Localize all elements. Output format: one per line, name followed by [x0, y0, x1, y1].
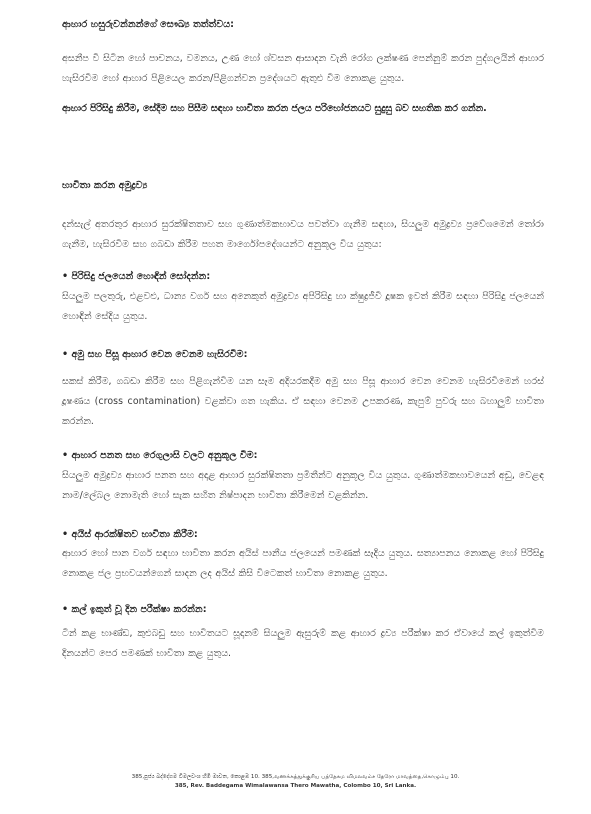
list-item-body: සකස් කිරීම, ගබඩා කිරීම සහ පිළිගැන්වීම යන සෑම අදියරකදීම අමු සහ පිසූ ආහාර වෙන වෙනම හැසිරවීමෙන් හරස් දූෂණය (cross contamination) වළක්වා ගත හැකිය. ඒ සඳහා වෙනම උපකරණ, කැපුම් පුවරු සහ බහාලුම් භාවිතා කරන්න.: [62, 376, 544, 427]
staff-health-section: [62, 17, 544, 33]
list-item-title: • පිරිසිදු ජලයෙන් හොඳින් සෝදන්න:: [62, 271, 211, 282]
water-emphasis-wrap: [62, 101, 544, 117]
list-item: [62, 448, 544, 464]
list-item-body: සියලුම පලතුරු, එළවළු, ධාන්‍ය වර්ග සහ අනෙකුත් අමුද්‍රව්‍ය අපිරිසිදු හා ක්ෂුද්‍රජීවී දූෂක ඉවත් කිරීම සඳහා පිරිසිදු ජලයෙන් හොඳින් සේදිය යුතුය.: [62, 291, 544, 322]
materials-heading-wrap: [62, 178, 544, 194]
list-item-body: ටින් කළ භාණ්ඩ, කුළුබඩු සහ භාවිතයට සූදානම් සියලුම ඇසුරුම් කළ ආහාර ද්‍රව්‍ය පරීක්ෂා කර ඒවායේ කල් ඉකුත්වීම දිනයන්ට පෙර පමණක් භාවිතා කළ යුතුය.: [62, 628, 544, 659]
list-item: [62, 527, 544, 543]
list-item-body: සියලුම අමුද්‍රව්‍ය ආහාර පනත සහ අදාළ ආහාර සුරක්ෂිතතා ප්‍රමිතීන්ට අනුකූල විය යුතුය. ගුණාත්මකභාවයෙන් අඩු, වෙළඳ නාම/ලේබල නොමැති හෝ සැක සහිත නිෂ්පාදන භාවිතා කිරීමෙන් වළකින්න.: [62, 470, 544, 501]
footer-address-english-text: 385, Rev. Baddegama Wimalawansa Thero Mawatha, Colombo 10, Sri Lanka.: [174, 783, 417, 789]
list-item-body-wrap: [62, 372, 544, 432]
materials-intro: දන්සැල් අතරතුර ආහාර සුරක්ෂිතතාව සහ ගුණාත්මකභාවය පවත්වා ගැනීම සඳහා, සියලුම අමුද්‍රව්‍ය ප්‍රවේශමෙන් තෝරා ගැනීම, හැසිරවීම සහ ගබඩා කිරීම පහත මාර්ගෝපදේශයන්ට අනුකූල විය යුතුය:: [62, 219, 544, 250]
staff-health-heading: ආහාර හසුරුවන්නන්ගේ සෞඛ්‍ය තත්ත්වය:: [62, 19, 234, 30]
list-item: [62, 602, 544, 618]
list-item-title: • ආහාර පනත සහ රෙගුලාසි වලට අනුකූල වීම:: [62, 450, 258, 461]
materials-intro-wrap: [62, 215, 544, 255]
water-emphasis: ආහාර පිරිසිදු කිරීම, සේදීම සහ පිසීම සඳහා භාවිතා කරන ජලය පරිභෝජනයට සුදුසු බව සහතික කර ගන්න.: [62, 103, 487, 114]
staff-health-paragraph-wrap: [62, 49, 544, 89]
staff-health-paragraph: අසනීප වී සිටින හෝ පාචනය, වමනය, උණ හෝ ශ්වසන ආසාදන වැනි රෝග ලක්ෂණ පෙන්නුම් කරන පුද්ගලයින් ආහාර හැසිරවීම හෝ ආහාර පිළියෙල කරන/පිළිගන්වන ප්‍රදේශයට ඇතුළු වීම නොකළ යුතුය.: [62, 53, 544, 84]
materials-heading: භාවිතා කරන අමුද්‍රව්‍ය: [62, 180, 148, 191]
list-item: [62, 269, 544, 285]
list-item-title: • අයිස් ආරක්ෂිතව භාවිතා කිරීම:: [62, 529, 198, 540]
footer-address-local: 385,පූජ්‍ය බද්දේගම විමලවංශ හිමි මාවත, කොළඹ 10. 385,வணக்கத்துக்குரிய பத்தேகம விமலவம்ச தேரோ மாவத்தை,கொழும்பு 10.: [131, 774, 460, 780]
list-item-body-wrap: [62, 287, 544, 327]
list-item-title: • කල් ඉකුත් වූ දින පරීක්ෂා කරන්න:: [62, 604, 207, 615]
list-item-body-wrap: [62, 544, 544, 584]
list-item-body-wrap: [62, 624, 544, 664]
list-item-body: ආහාර හෝ පාන වර්ග සඳහා භාවිතා කරන අයිස් පානීය ජලයෙන් පමණක් සෑදිය යුතුය. සත්‍යාපනය නොකළ හෝ පිරිසිදු නොකළ ජල ප්‍රභවයන්ගෙන් සාදන ලද අයිස් කිසි විටෙකත් භාවිතා නොකළ යුතුය.: [62, 548, 544, 579]
footer-address-english: [0, 782, 591, 791]
list-item: [62, 347, 544, 363]
list-item-body-wrap: [62, 466, 544, 506]
list-item-title: • අමු සහ පිසූ ආහාර වෙන වෙනම හැසිරවීම:: [62, 349, 248, 360]
